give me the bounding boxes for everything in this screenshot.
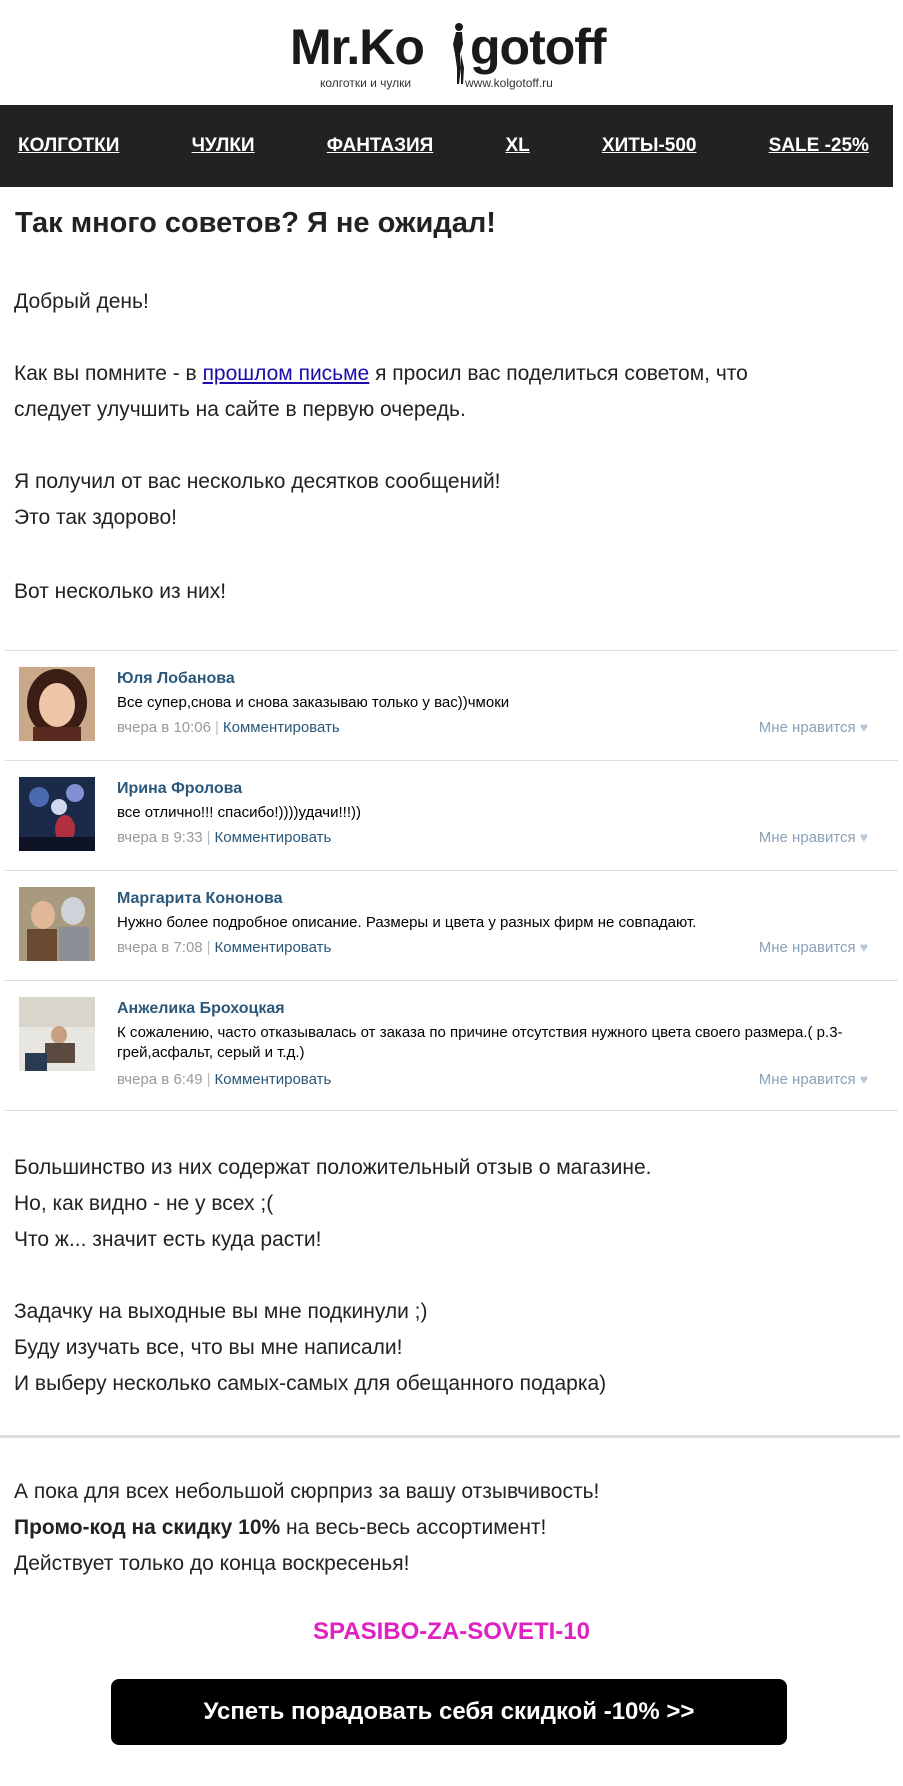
comment-text: Нужно более подробное описание. Размеры и цвета у разных фирм не совпадают. [117, 914, 697, 931]
comment-reply-link[interactable]: Комментировать [214, 829, 332, 846]
summary-line-4: Задачку на выходные вы мне подкинули ;) [14, 1300, 428, 1323]
comment-time: вчера в 9:33 [117, 829, 203, 846]
comment-meta [117, 829, 331, 846]
meta-separator: | [206, 829, 211, 846]
heart-icon: ♥ [859, 1071, 868, 1087]
comment-text: все отлично!!! спасибо!))))удачи!!!)) [117, 804, 361, 821]
summary-line-1: Большинство из них содержат положительный отзыв о магазине. [14, 1156, 652, 1179]
like-label: Мне нравится [758, 829, 856, 846]
like-button[interactable] [759, 719, 868, 736]
intro-p1-after: я просил вас поделиться советом, что [369, 362, 748, 385]
comment-meta [117, 939, 331, 956]
promo-code-label: Промо-код на скидку 10% [14, 1516, 281, 1539]
comment-item [5, 980, 898, 1110]
page-title: Так много советов? Я не ожидал! [15, 207, 496, 239]
heart-icon: ♥ [859, 939, 868, 955]
like-button[interactable] [759, 1071, 868, 1088]
intro-p2-line2: Это так здорово! [14, 506, 177, 529]
intro-p1-line2: следует улучшить на сайте в первую очередь. [14, 398, 466, 421]
heart-icon: ♥ [859, 719, 868, 735]
like-button[interactable] [759, 939, 868, 956]
comment-reply-link[interactable]: Комментировать [214, 939, 332, 956]
nav-item-fantasy[interactable]: ФАНТАЗИЯ [326, 135, 434, 156]
comment-reply-link[interactable]: Комментировать [222, 719, 340, 736]
intro-paragraph-2 [14, 464, 501, 536]
comment-item [5, 760, 898, 870]
previous-letter-link[interactable]: прошлом письме [202, 362, 370, 385]
intro-paragraph-1 [14, 356, 748, 428]
avatar[interactable] [19, 667, 95, 741]
logo-suffix: gotoff [470, 19, 606, 75]
promo-line-1: А пока для всех небольшой сюрприз за вашу отзывчивость! [14, 1480, 600, 1503]
comment-text: К сожалению, часто отказывалась от заказа по причине отсутствия нужного цвета своего размера.( р.3-грей,асфальт, серый и т.д.) [117, 1024, 843, 1061]
heart-icon: ♥ [859, 829, 868, 845]
header [0, 0, 903, 105]
intro-p2-line1: Я получил от вас несколько десятков сообщений! [14, 470, 501, 493]
like-label: Мне нравится [758, 719, 856, 736]
promo-code: SPASIBO-ZA-SOVETI-10 [313, 1618, 590, 1645]
comment-meta [117, 719, 340, 736]
promo-line-3: Действует только до конца воскресенья! [14, 1552, 410, 1575]
comment-author[interactable]: Юля Лобанова [117, 670, 235, 687]
logo-wordmark [290, 18, 606, 76]
logo-prefix: Mr.Ko [290, 19, 424, 75]
meta-separator: | [206, 1071, 211, 1088]
comment-meta [117, 1071, 331, 1088]
nav-item-sale[interactable]: SALE -25% [768, 135, 869, 156]
nav-item-kolgotki[interactable]: КОЛГОТКИ [18, 135, 120, 156]
comment-author[interactable]: Ирина Фролова [117, 780, 243, 797]
comments-list [5, 650, 898, 1111]
like-label: Мне нравится [758, 939, 856, 956]
comment-author[interactable]: Маргарита Кононова [117, 890, 283, 907]
nav-item-chulki[interactable]: ЧУЛКИ [191, 135, 255, 156]
discount-cta-button[interactable]: Успеть порадовать себя скидкой -10% >> [111, 1679, 787, 1745]
comment-text: Все супер,снова и снова заказываю только у вас))чмоки [117, 694, 510, 711]
comments-divider [5, 1110, 898, 1111]
like-label: Мне нравится [758, 1071, 856, 1088]
comment-time: вчера в 7:08 [117, 939, 203, 956]
logo-site: www.kolgotoff.ru [465, 76, 553, 90]
meta-separator: | [206, 939, 211, 956]
nav-item-hits[interactable]: ХИТЫ-500 [601, 135, 697, 156]
summary-line-6: И выберу несколько самых-самых для обещанного подарка) [14, 1372, 607, 1395]
promo-line-2-rest: на весь-весь ассортимент! [280, 1516, 547, 1539]
avatar[interactable] [19, 777, 95, 851]
comment-reply-link[interactable]: Комментировать [214, 1071, 332, 1088]
summary-line-3: Что ж... значит есть куда расти! [14, 1228, 322, 1251]
comment-time: вчера в 6:49 [117, 1071, 203, 1088]
comment-item [5, 650, 898, 760]
comment-item [5, 870, 898, 980]
greeting: Добрый день! [14, 290, 149, 313]
meta-separator: | [214, 719, 219, 736]
like-button[interactable] [759, 829, 868, 846]
avatar[interactable] [19, 997, 95, 1071]
intro-p1-before: Как вы помните - в [14, 362, 203, 385]
avatar[interactable] [19, 887, 95, 961]
summary-paragraph-1 [14, 1150, 651, 1258]
nav-item-xl[interactable]: XL [505, 135, 530, 156]
summary-paragraph-2 [14, 1294, 606, 1402]
section-divider [0, 1435, 900, 1438]
comment-time: вчера в 10:06 [117, 719, 211, 736]
promo-paragraph [14, 1474, 599, 1582]
summary-line-2: Но, как видно - не у всех ;( [14, 1192, 274, 1215]
intro-paragraph-3: Вот несколько из них! [14, 580, 227, 603]
comment-author[interactable]: Анжелика Брохоцкая [117, 1000, 285, 1017]
summary-line-5: Буду изучать все, что вы мне написали! [14, 1336, 403, 1359]
main-nav [0, 105, 893, 187]
logo-tagline: колготки и чулки [320, 76, 412, 90]
logo[interactable] [290, 14, 630, 94]
